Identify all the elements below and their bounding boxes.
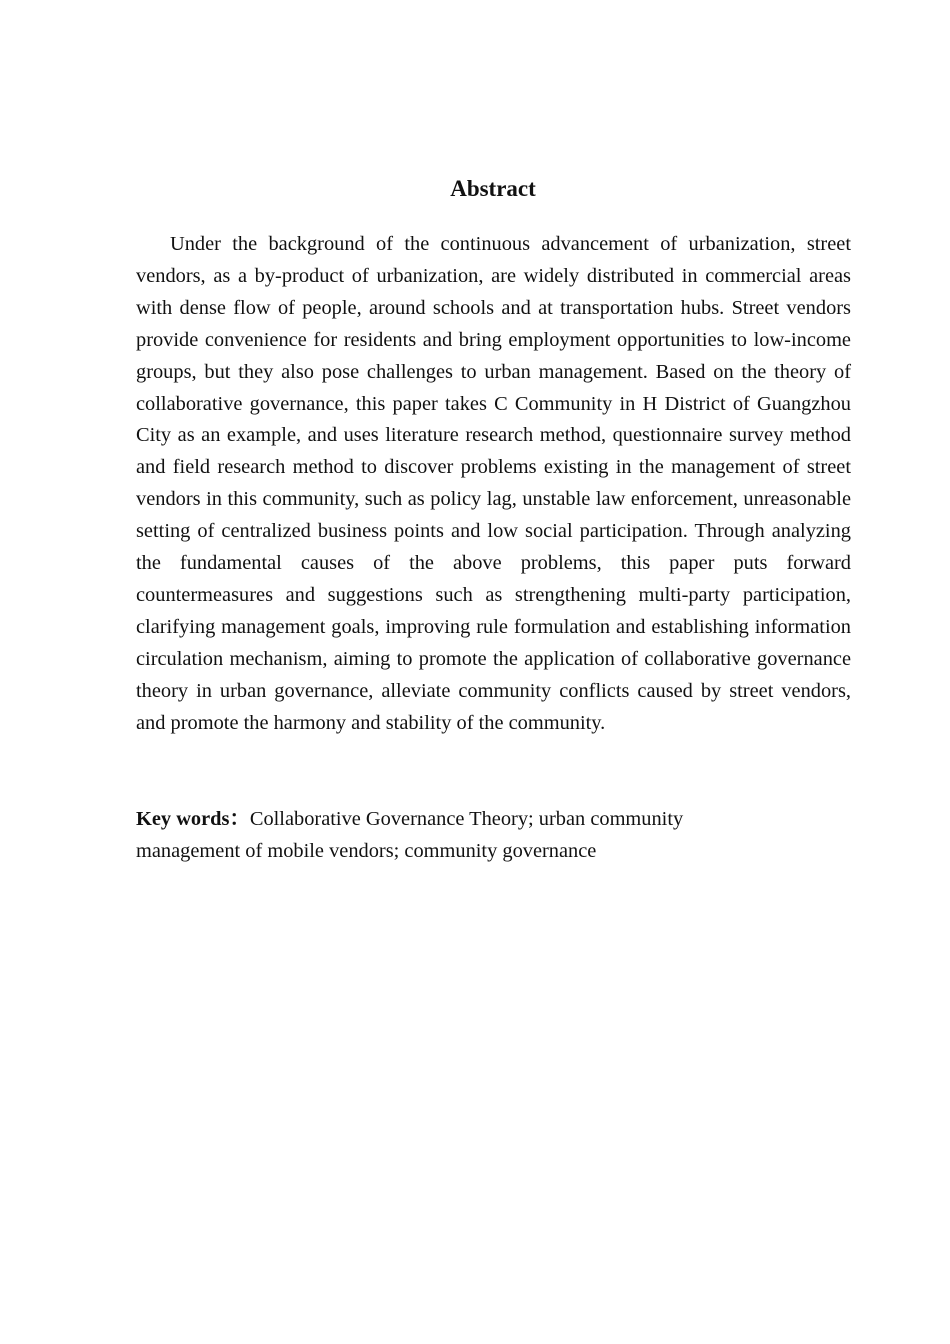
- abstract-body: Under the background of the continuous advancement of urbanization, street vendors, as a by-product of urbanization, are widely distributed in commercial areas with dense flow of people, around schools and at transportation hubs. Street vendors provide convenience for residents and bring employment opportunities to low-income groups, but they also pose challenges to urban management. Based on the theory of collaborative governance, this paper takes C Community in H District of Guangzhou City as an example, and uses literature research method, questionnaire survey method and field research method to discover problems existing in the management of street vendors in this community, such as policy lag, unstable law enforcement, unreasonable setting of centralized business points and low social participation. Through analyzing the fundamental causes of the above problems, this paper puts forward countermeasures and suggestions such as strengthening multi-party participation, clarifying management goals, improving rule formulation and establishing information circulation mechanism, aiming to promote the application of collaborative governance theory in urban governance, alleviate community conflicts caused by street vendors, and promote the harmony and stability of the community.: [136, 233, 851, 734]
- abstract-title: Abstract: [450, 176, 536, 201]
- keywords-line: [136, 804, 776, 868]
- keywords-text: Collaborative Governance Theory; urban community management of mobile vendors; community governance: [136, 808, 684, 862]
- keywords-label: Key words：: [136, 808, 250, 830]
